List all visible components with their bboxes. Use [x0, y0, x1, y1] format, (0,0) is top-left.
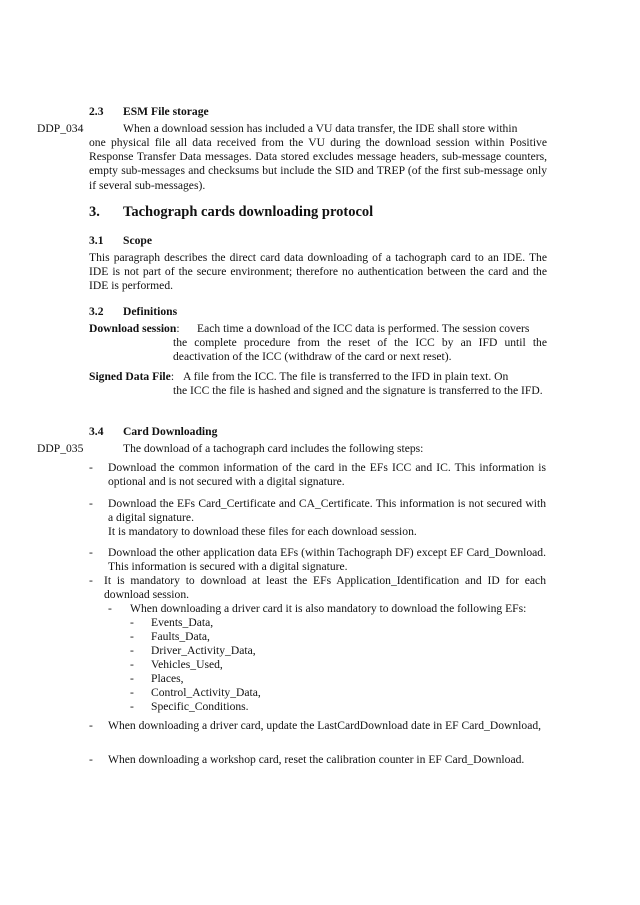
- requirement-id: DDP_035: [37, 442, 84, 455]
- list-item: When downloading a driver card it is also mandatory to download the following EFs:: [130, 602, 527, 615]
- section-number: 3.2: [89, 305, 104, 318]
- list-bullet: -: [130, 672, 134, 685]
- definition-text: A file from the ICC. The file is transferred to the IFD in plain text. On: [183, 370, 509, 383]
- definition-text: the complete procedure from the reset of the ICC by an IFD until the deactivation of the ICC (withdraw of the card or next reset).: [173, 336, 547, 364]
- definition-text: the ICC the file is hashed and signed and the signature is transferred to the IFD.: [173, 384, 543, 397]
- ef-item: Events_Data,: [151, 616, 214, 629]
- requirement-text: one physical file all data received from the VU during the download session within Positive Response Transfer Data messages. Data stored excludes message headers, sub-message counters, empty sub-messages and checksums but include the SID and TREP (of the first sub-message only if several sub-messages).: [89, 136, 547, 192]
- list-bullet: -: [130, 658, 134, 671]
- list-item: When downloading a workshop card, reset the calibration counter in EF Card_Download.: [108, 753, 525, 766]
- section-title: Scope: [123, 234, 152, 247]
- list-bullet: -: [89, 753, 93, 766]
- list-bullet: -: [130, 644, 134, 657]
- list-bullet: -: [108, 602, 112, 615]
- list-bullet: -: [89, 574, 93, 587]
- ef-item: Places,: [151, 672, 184, 685]
- section-number: 2.3: [89, 105, 104, 118]
- list-bullet: -: [89, 461, 93, 474]
- list-item: Download the common information of the card in the EFs ICC and IC. This information is optional and is not secured with a digital signature.: [108, 461, 546, 489]
- list-bullet: -: [89, 546, 93, 559]
- requirement-text: When a download session has included a VU data transfer, the IDE shall store within: [123, 122, 518, 135]
- section-title: Definitions: [123, 305, 178, 318]
- ef-item: Driver_Activity_Data,: [151, 644, 256, 657]
- list-bullet: -: [130, 616, 134, 629]
- definition-term: Signed Data File:: [89, 370, 175, 383]
- ef-item: Control_Activity_Data,: [151, 686, 261, 699]
- list-bullet: -: [130, 686, 134, 699]
- list-item: When downloading a driver card, update the LastCardDownload date in EF Card_Download,: [108, 719, 542, 732]
- list-bullet: -: [89, 719, 93, 732]
- list-bullet: -: [130, 630, 134, 643]
- list-bullet: -: [130, 700, 134, 713]
- paragraph: This paragraph describes the direct card data downloading of a tachograph card to an IDE. The IDE is not part of the secure environment; therefore no authentication between the card and the IDE is performed.: [89, 251, 547, 293]
- chapter-title: Tachograph cards downloading protocol: [123, 204, 374, 220]
- section-title: Card Downloading: [123, 425, 218, 438]
- ef-item: Faults_Data,: [151, 630, 210, 643]
- chapter-number: 3.: [89, 204, 100, 220]
- list-item: Download the other application data EFs (within Tachograph DF) except EF Card_Download. This information is secured with a digital signature.: [108, 546, 546, 574]
- list-item: It is mandatory to download at least the EFs Application_Identification and ID for each download session.: [104, 574, 546, 602]
- section-number: 3.4: [89, 425, 104, 438]
- requirement-text: The download of a tachograph card includes the following steps:: [123, 442, 424, 455]
- ef-item: Specific_Conditions.: [151, 700, 249, 713]
- section-title: ESM File storage: [123, 105, 209, 118]
- ef-item: Vehicles_Used,: [151, 658, 223, 671]
- list-item: Download the EFs Card_Certificate and CA_Certificate. This information is not secured with a digital signature.: [108, 497, 546, 525]
- definition-text: Each time a download of the ICC data is performed. The session covers: [197, 322, 530, 335]
- list-bullet: -: [89, 497, 93, 510]
- list-item-note: It is mandatory to download these files for each download session.: [108, 525, 417, 538]
- requirement-id: DDP_034: [37, 122, 84, 135]
- section-number: 3.1: [89, 234, 104, 247]
- definition-term: Download session:: [89, 322, 180, 335]
